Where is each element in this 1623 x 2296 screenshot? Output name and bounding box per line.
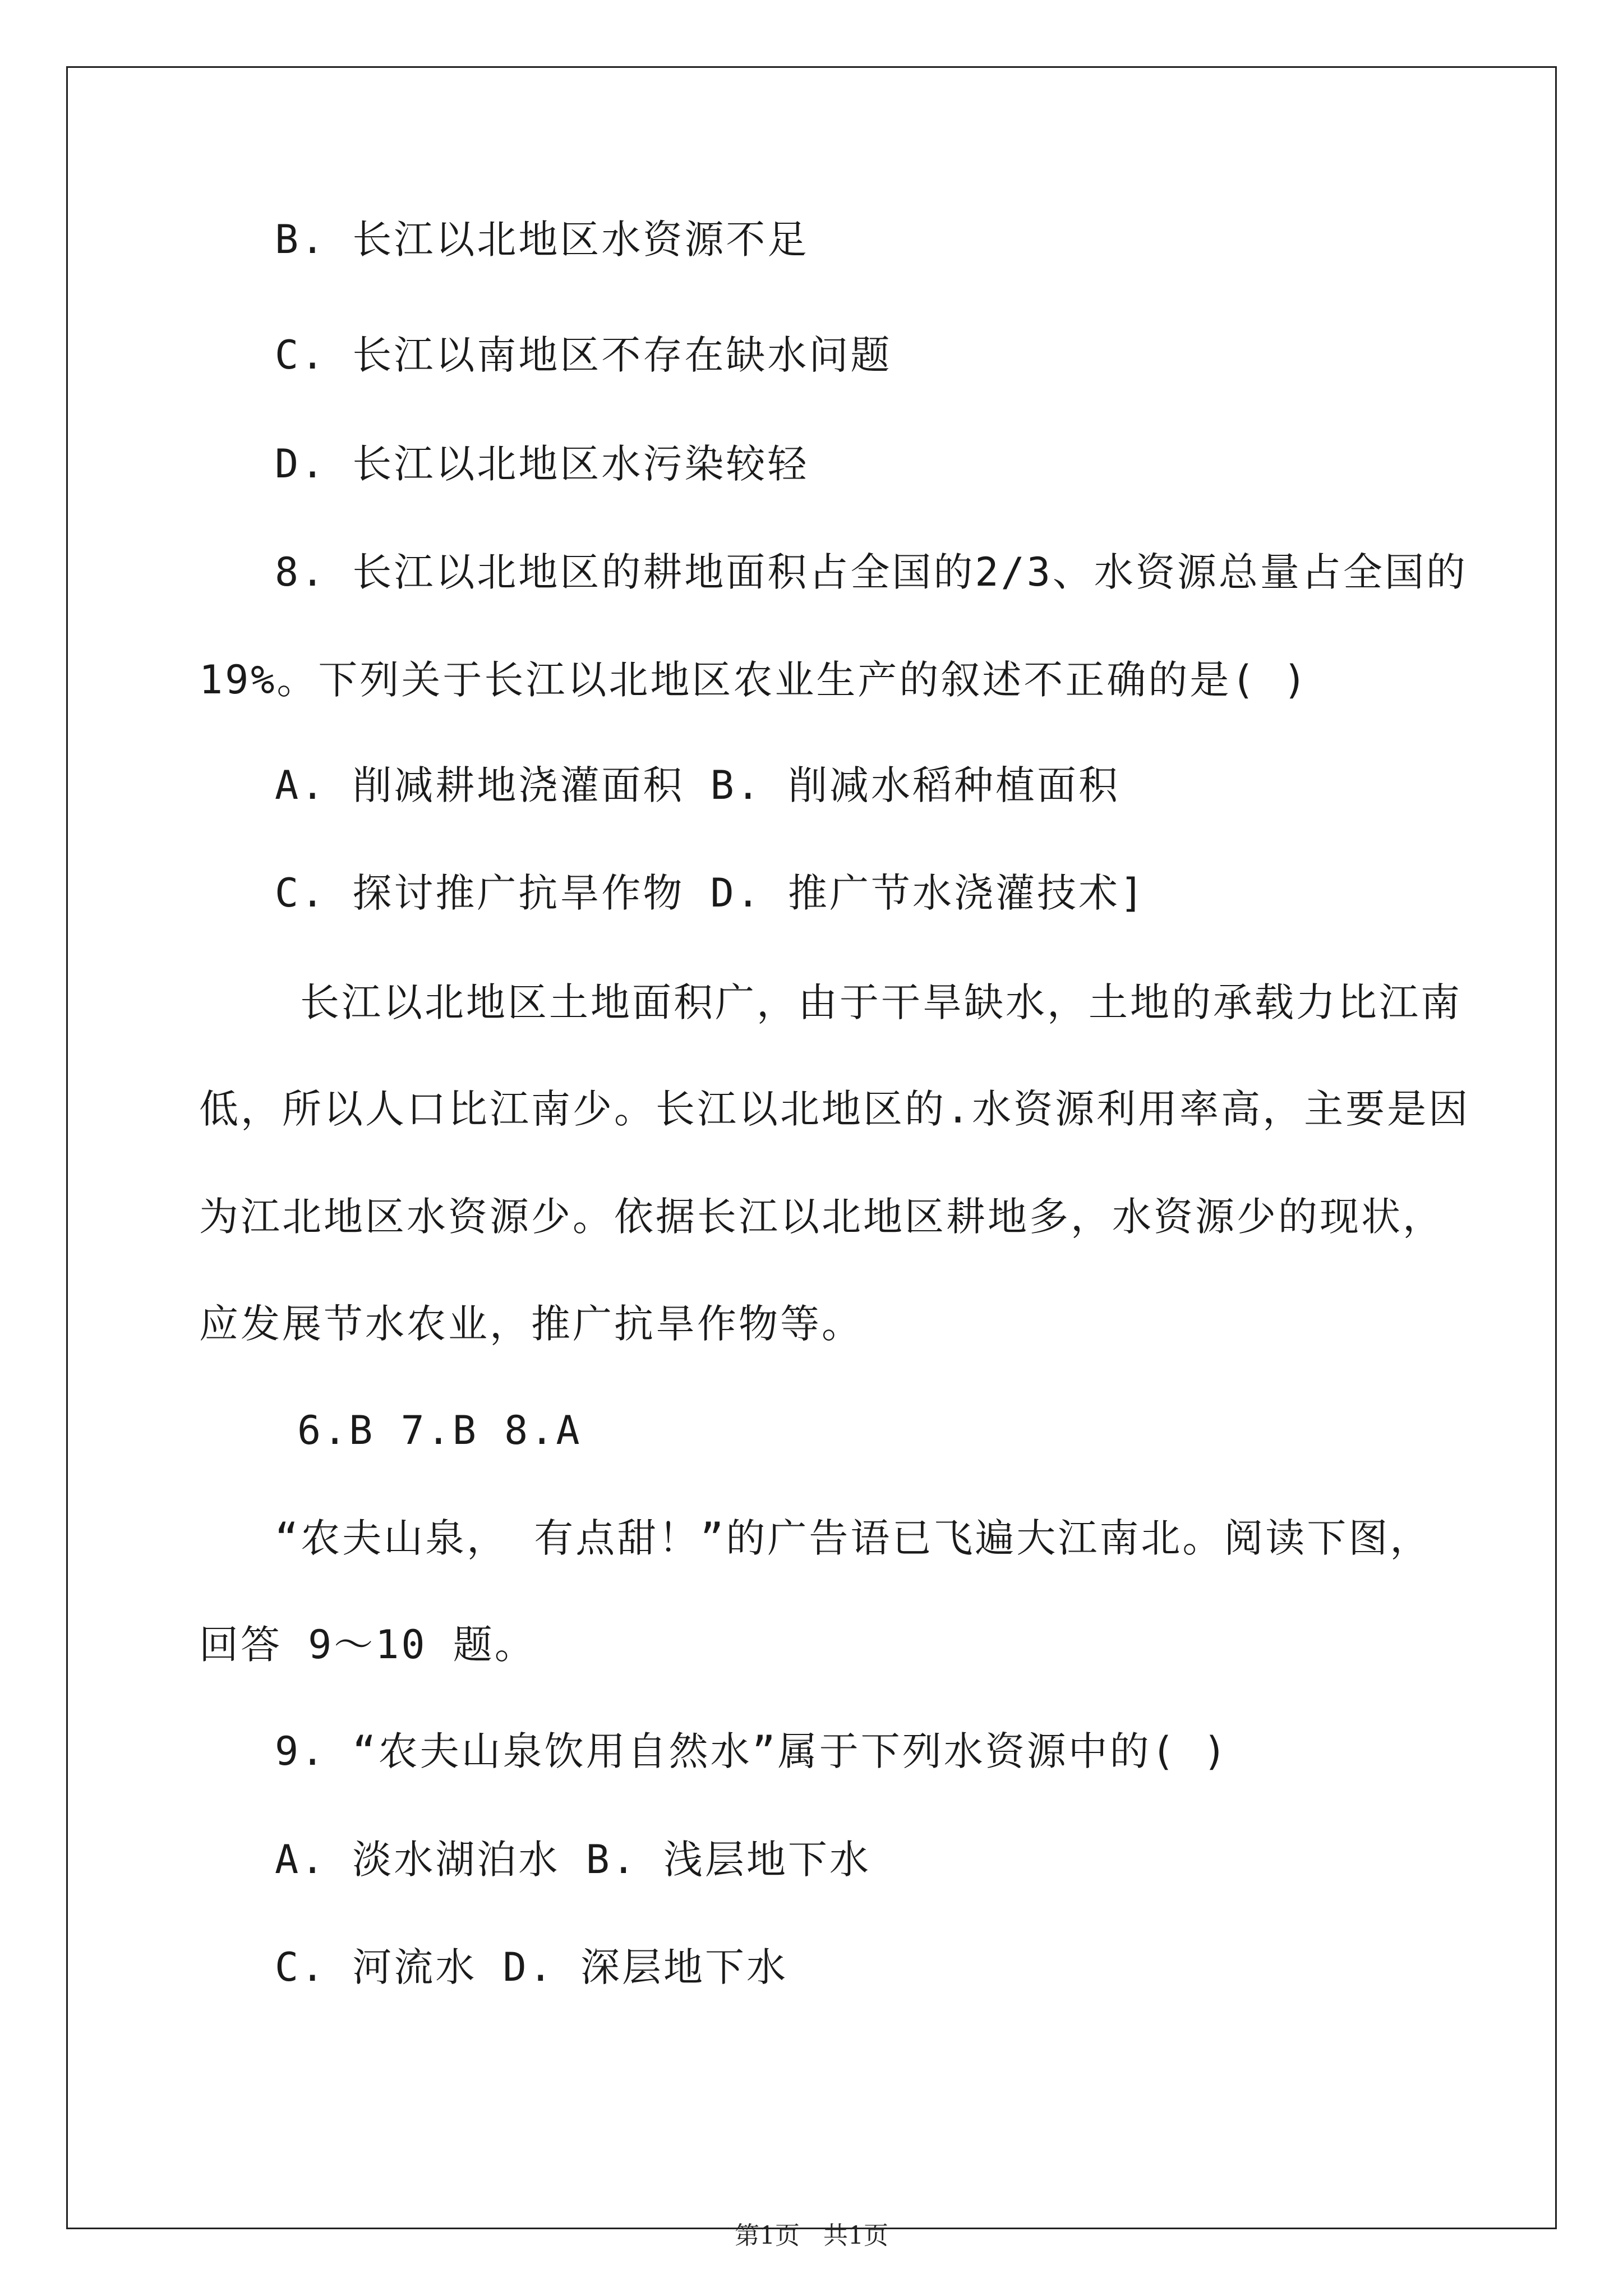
explanation-line-1: 长江以北地区土地面积广，由于干旱缺水，土地的承载力比江南 [300, 979, 1462, 1025]
option-7c: C. 长江以南地区不存在缺水问题 [275, 332, 892, 378]
page-footer: 第1页 共1页 [735, 2221, 888, 2250]
options-9-ab: A. 淡水湖泊水 B. 浅层地下水 [275, 1837, 872, 1883]
options-8-ab: A. 削减耕地浇灌面积 B. 削减水稻种植面积 [275, 762, 1121, 808]
option-7d: D. 长江以北地区水污染较轻 [275, 441, 809, 487]
question-8-line-2: 19%。下列关于长江以北地区农业生产的叙述不正确的是( ) [199, 657, 1309, 703]
question-9: 9. “农夫山泉饮用自然水”属于下列水资源中的( ) [275, 1728, 1229, 1774]
passage-line-1: “农夫山泉， 有点甜！”的广告语已飞遍大江南北。阅读下图， [275, 1515, 1432, 1561]
options-8-cd: C. 探讨推广抗旱作物 D. 推广节水浇灌技术] [275, 870, 1146, 916]
explanation-line-4: 应发展节水农业，推广抗旱作物等。 [199, 1301, 863, 1347]
options-9-cd: C. 河流水 D. 深层地下水 [275, 1944, 789, 1990]
explanation-line-3: 为江北地区水资源少。依据长江以北地区耕地多，水资源少的现状， [199, 1194, 1444, 1240]
answer-key: 6.B 7.B 8.A [297, 1407, 582, 1453]
question-8-line-1: 8. 长江以北地区的耕地面积占全国的2/3、水资源总量占全国的 [275, 549, 1468, 595]
page-border [66, 66, 1557, 2229]
explanation-line-2: 低，所以人口比江南少。长江以北地区的.水资源利用率高，主要是因 [199, 1086, 1470, 1132]
passage-line-2: 回答 9～10 题。 [199, 1622, 536, 1668]
option-7b: B. 长江以北地区水资源不足 [275, 217, 809, 263]
